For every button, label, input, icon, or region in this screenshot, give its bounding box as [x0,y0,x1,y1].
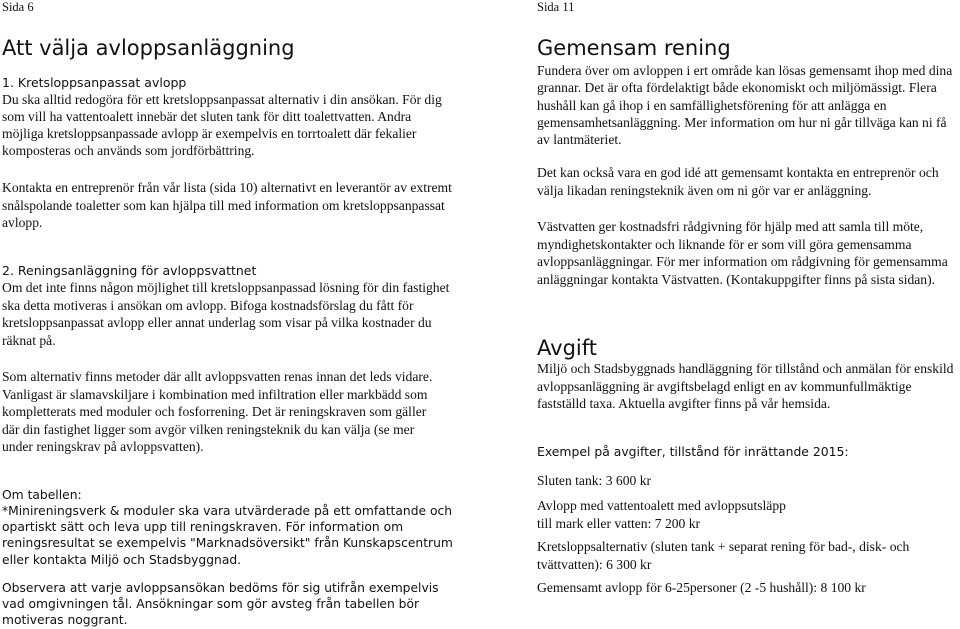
fee-item: Gemensamt avlopp för 6-25personer (2 -5 hushåll): 8 100 kr [537,580,866,595]
table-note-text: *Minireningsverk & moduler ska vara utvärderade på ett omfattande och opartiskt sätt och leva upp till reningskraven. För information om reningsresultat se exempelvis "Marknadsöversikt" från Kunskapscentrum eller kontakta Miljö och Stadsbyggnad. [2,504,453,567]
section-heading: 1. Kretsloppsanpassat avlopp [2,75,187,90]
fees-heading: Exempel på avgifter, tillstånd för inrättande 2015: [537,444,849,459]
fee-item: Avlopp med vattentoalett med avloppsutsläpp till mark eller vatten: 7 200 kr [537,498,786,531]
note-text: Observera att varje avloppsansökan bedöms för sig utifrån exempelvis vad omgivningen tål. Ansökningar som gör avsteg från tabellen bör motiveras noggrant. [2,581,439,628]
section-text: Som alternativ finns metoder där allt avloppsvatten renas innan det leds vidare. Vanligast är slamavskiljare i kombination med infiltration eller markbädd som kompletterats med moduler och fosforrening. Det är reningskraven som gäller där din fastighet ligger som avgör vilken reningsteknik du kan välja (se mer under reningskrav på avloppsvatten). [2,369,433,454]
fee-item: Kretsloppsalternativ (sluten tank + separat rening för bad-, disk- och tvättvatten): 6 300 kr [537,539,910,572]
paragraph: Västvatten ger kostnadsfri rådgivning för hjälp med att samla till möte, myndighetskontakter och liknande för er som vill göra gemensamma avloppsanläggningar. För mer information om rådgivning för gemensamma anläggningar kontakta Västvatten. (Kontakuppgifter finns på sista sidan). [537,219,948,287]
section-text: Om det inte finns någon möjlighet till kretsloppsanpassad lösning för din fastighet ska detta motiveras i ansökan om avlopp. Bifoga kostnadsförslag du fått för kretsloppsanpassat avlopp eller annat underlag som visar på vilka kostnader du räknat på. [2,280,450,348]
fee-item: Sluten tank: 3 600 kr [537,473,652,488]
page-label: Sida 6 [2,0,34,14]
paragraph: Miljö och Stadsbyggnads handläggning för tillstånd och anmälan för enskild avloppsanläggning är avgiftsbelagd enligt en av kommunfullmäktige fastställd taxa. Aktuella avgifter finns på vår hemsida. [537,361,954,411]
section-title: Gemensam rening [537,36,731,60]
paragraph: Fundera över om avloppen i ert område kan lösas gemensamt ihop med dina grannar. Det är ofta fördelaktigt både ekonomiskt och miljömässigt. Flera hushåll kan gå ihop i en samfällighetsförening för att anlägga en gemensamhetsanläggning. Mer information om hur ni går tillväga kan ni få av lantmäteriet. [537,63,953,148]
table-note-heading: Om tabellen: [2,488,82,502]
section-title: Avgift [537,336,597,360]
paragraph: Det kan också vara en god idé att gemensamt kontakta en entreprenör och välja likadan reningsteknik även om ni gör var er anläggning. [537,165,939,198]
section-heading: 2. Reningsanläggning för avloppsvattnet [2,263,257,278]
page-title: Att välja avloppsanläggning [2,36,295,60]
section-text: Du ska alltid redogöra för ett kretsloppsanpassat alternativ i din ansökan. För dig som vill ha vattentoalett innebär det sluten tank för ditt toalettvatten. Andra möjliga kretsloppsanpassade avlopp är exempelvis en torrtoalett där fekalier komposteras och används som jordförbättring. [2,92,442,158]
page-label: Sida 11 [537,0,575,14]
section-text: Kontakta en entreprenör från vår lista (sida 10) alternativt en leverantör av extremt snålspolande toaletter som kan hjälpa till med information om kretsloppsanpassat avlopp. [2,180,452,230]
